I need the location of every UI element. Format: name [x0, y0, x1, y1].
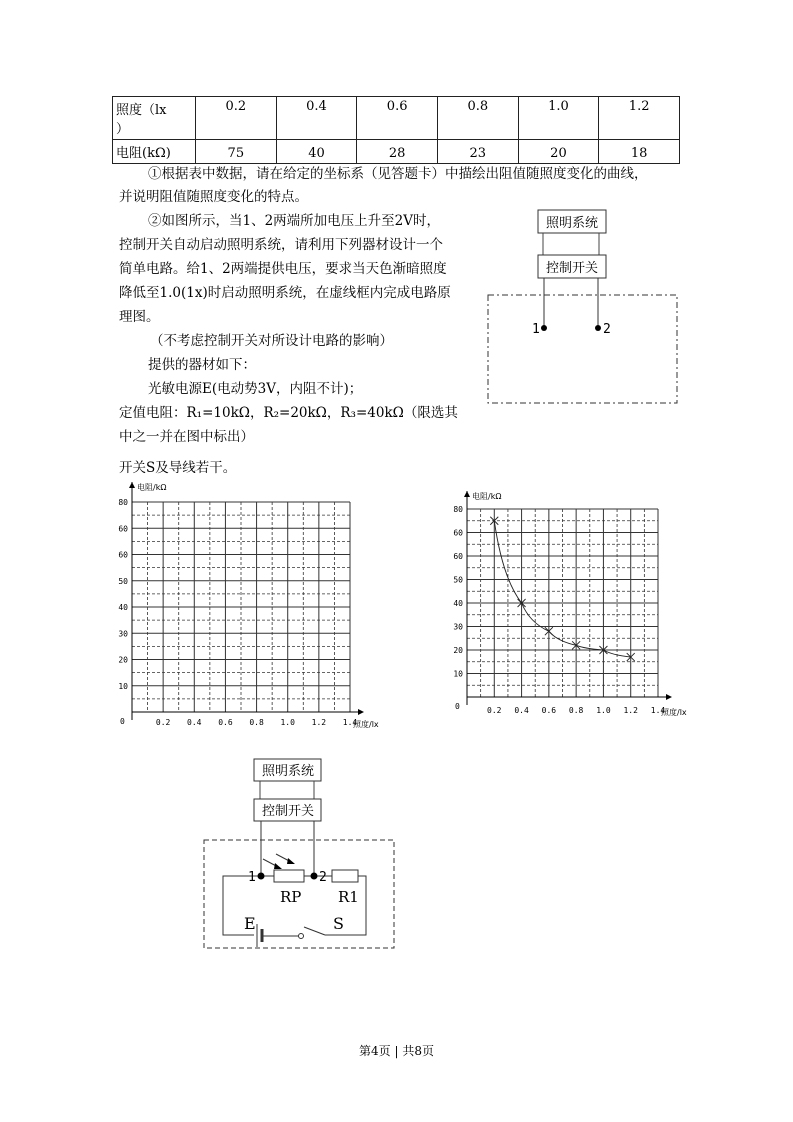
- y-tick-label: 60: [118, 524, 128, 534]
- table-cell: 0.2: [196, 97, 277, 140]
- control-switch-label: 控制开关: [261, 804, 315, 819]
- y-tick-label: 60: [118, 550, 128, 560]
- y-tick-label: 60: [453, 528, 463, 538]
- x-tick-label: 0.8: [249, 718, 264, 727]
- y-tick-label: 30: [453, 622, 463, 632]
- blank-resistance-chart: [110, 478, 410, 728]
- x-tick-label: 1.2: [311, 718, 327, 727]
- y-tick-label: 80: [453, 505, 463, 514]
- table-cell: 23: [437, 140, 518, 164]
- s-label: S: [333, 914, 344, 933]
- y-tick-label: 10: [453, 669, 463, 679]
- y-tick-label: 20: [118, 655, 128, 665]
- table-cell: 0.4: [276, 97, 357, 140]
- paragraph-line: （不考虑控制开关对所设计电路的影响）: [150, 333, 393, 349]
- y-tick-label: 30: [118, 629, 128, 639]
- paragraph-line: 开关S及导线若干。: [119, 460, 237, 476]
- terminal-1-label: 1: [248, 870, 256, 885]
- terminal-2-label: 2: [603, 322, 611, 337]
- x-tick-label: 0.6: [218, 718, 233, 727]
- table-cell: 18: [599, 140, 680, 164]
- control-switch-label: 控制开关: [545, 261, 599, 276]
- y-tick-label: 20: [453, 646, 463, 655]
- page-footer: 第4页 | 共8页: [359, 1044, 434, 1058]
- x-axis-arrow-icon: [666, 694, 672, 700]
- dashed-design-box: [488, 295, 677, 403]
- paragraph-line: 理图。: [119, 309, 160, 325]
- e-label: E: [244, 914, 256, 933]
- origin-label: 0: [120, 717, 125, 726]
- y-tick-label: 60: [453, 552, 463, 561]
- resistor-r1: [332, 870, 358, 882]
- table-cell: 0.6: [357, 97, 438, 140]
- x-tick-label: 1.2: [623, 706, 638, 715]
- x-axis-label: 照度/lx: [661, 708, 687, 717]
- x-tick-label: 0.2: [487, 706, 502, 715]
- circuit-answer-figure: [200, 752, 400, 957]
- table-cell: 照度（lx ）: [113, 97, 196, 140]
- x-tick-label: 1.0: [596, 706, 611, 715]
- paragraph-line: 光敏电源E(电动势3V，内阻不计)；: [148, 381, 363, 397]
- x-tick-label: 1.0: [280, 718, 295, 727]
- table-row-resistance: [113, 140, 680, 164]
- paragraph-line: 中之一并在图中标出）: [119, 429, 254, 445]
- table-cell: 20: [518, 140, 599, 164]
- x-tick-label: 1.4: [342, 718, 358, 727]
- terminal-1-label: 1: [532, 322, 540, 337]
- x-tick-label: 0.4: [187, 718, 202, 727]
- y-axis-arrow-icon: [464, 491, 470, 497]
- x-tick-label: 1.4: [650, 706, 666, 715]
- table-cell: 1.0: [518, 97, 599, 140]
- y-tick-label: 40: [118, 603, 128, 612]
- table-cell: 电阻(kΩ): [113, 140, 196, 164]
- data-table: [112, 96, 680, 164]
- y-tick-label: 50: [118, 576, 128, 586]
- switch-s: [304, 927, 325, 935]
- x-tick-label: 0.2: [155, 718, 171, 727]
- y-tick-label: 80: [118, 498, 128, 507]
- r1-label: R1: [338, 888, 359, 906]
- table-cell: 75: [196, 140, 277, 164]
- y-tick-label: 50: [453, 575, 463, 585]
- lighting-system-label: 照明系统: [261, 764, 315, 779]
- paragraph-line: ②如图所示，当1、2两端所加电压上升至2V时，: [148, 213, 441, 229]
- paragraph-line: 降低至1.0(1x)时启动照明系统，在虚线框内完成电路原: [119, 285, 451, 301]
- paragraph-line: 定值电阻：R₁=10kΩ，R₂=20kΩ，R₃=40kΩ（限选其: [119, 405, 458, 421]
- y-axis-label: 电阻/kΩ: [137, 483, 167, 492]
- x-tick-label: 0.6: [541, 706, 557, 715]
- y-tick-label: 40: [453, 599, 463, 608]
- y-axis-arrow-icon: [129, 482, 135, 488]
- origin-label: 0: [455, 702, 460, 711]
- y-axis-label: 电阻/kΩ: [472, 492, 502, 501]
- x-axis-label: 照度/lx: [353, 720, 379, 728]
- table-row-illuminance: [113, 97, 680, 140]
- table-cell: 28: [357, 140, 438, 164]
- table-cell: 1.2: [599, 97, 680, 140]
- circuit-question-figure: [480, 200, 685, 410]
- paragraph-line: 简单电路。给1、2两端提供电压，要求当天色渐暗照度: [119, 261, 447, 277]
- x-axis-arrow-icon: [358, 709, 364, 715]
- lighting-system-label: 照明系统: [545, 216, 599, 231]
- table-cell: 40: [276, 140, 357, 164]
- paragraph-line: 控制开关自动启动照明系统，请利用下列器材设计一个: [119, 237, 443, 253]
- paragraph-line: 提供的器材如下：: [148, 357, 256, 373]
- terminal-2-label: 2: [319, 870, 327, 885]
- x-tick-label: 0.4: [514, 706, 529, 715]
- table-cell: 0.8: [437, 97, 518, 140]
- y-tick-label: 10: [118, 681, 128, 691]
- photoresistor: [274, 870, 304, 882]
- x-tick-label: 0.8: [568, 706, 584, 715]
- paragraph-line: ①根据表中数据，请在给定的坐标系（见答题卡）中描绘出阻值随照度变化的曲线，: [148, 166, 648, 182]
- rp-label: RP: [280, 888, 302, 906]
- resistance-curve-chart: [440, 485, 710, 720]
- paragraph-line: 并说明阻值随照度变化的特点。: [119, 189, 308, 205]
